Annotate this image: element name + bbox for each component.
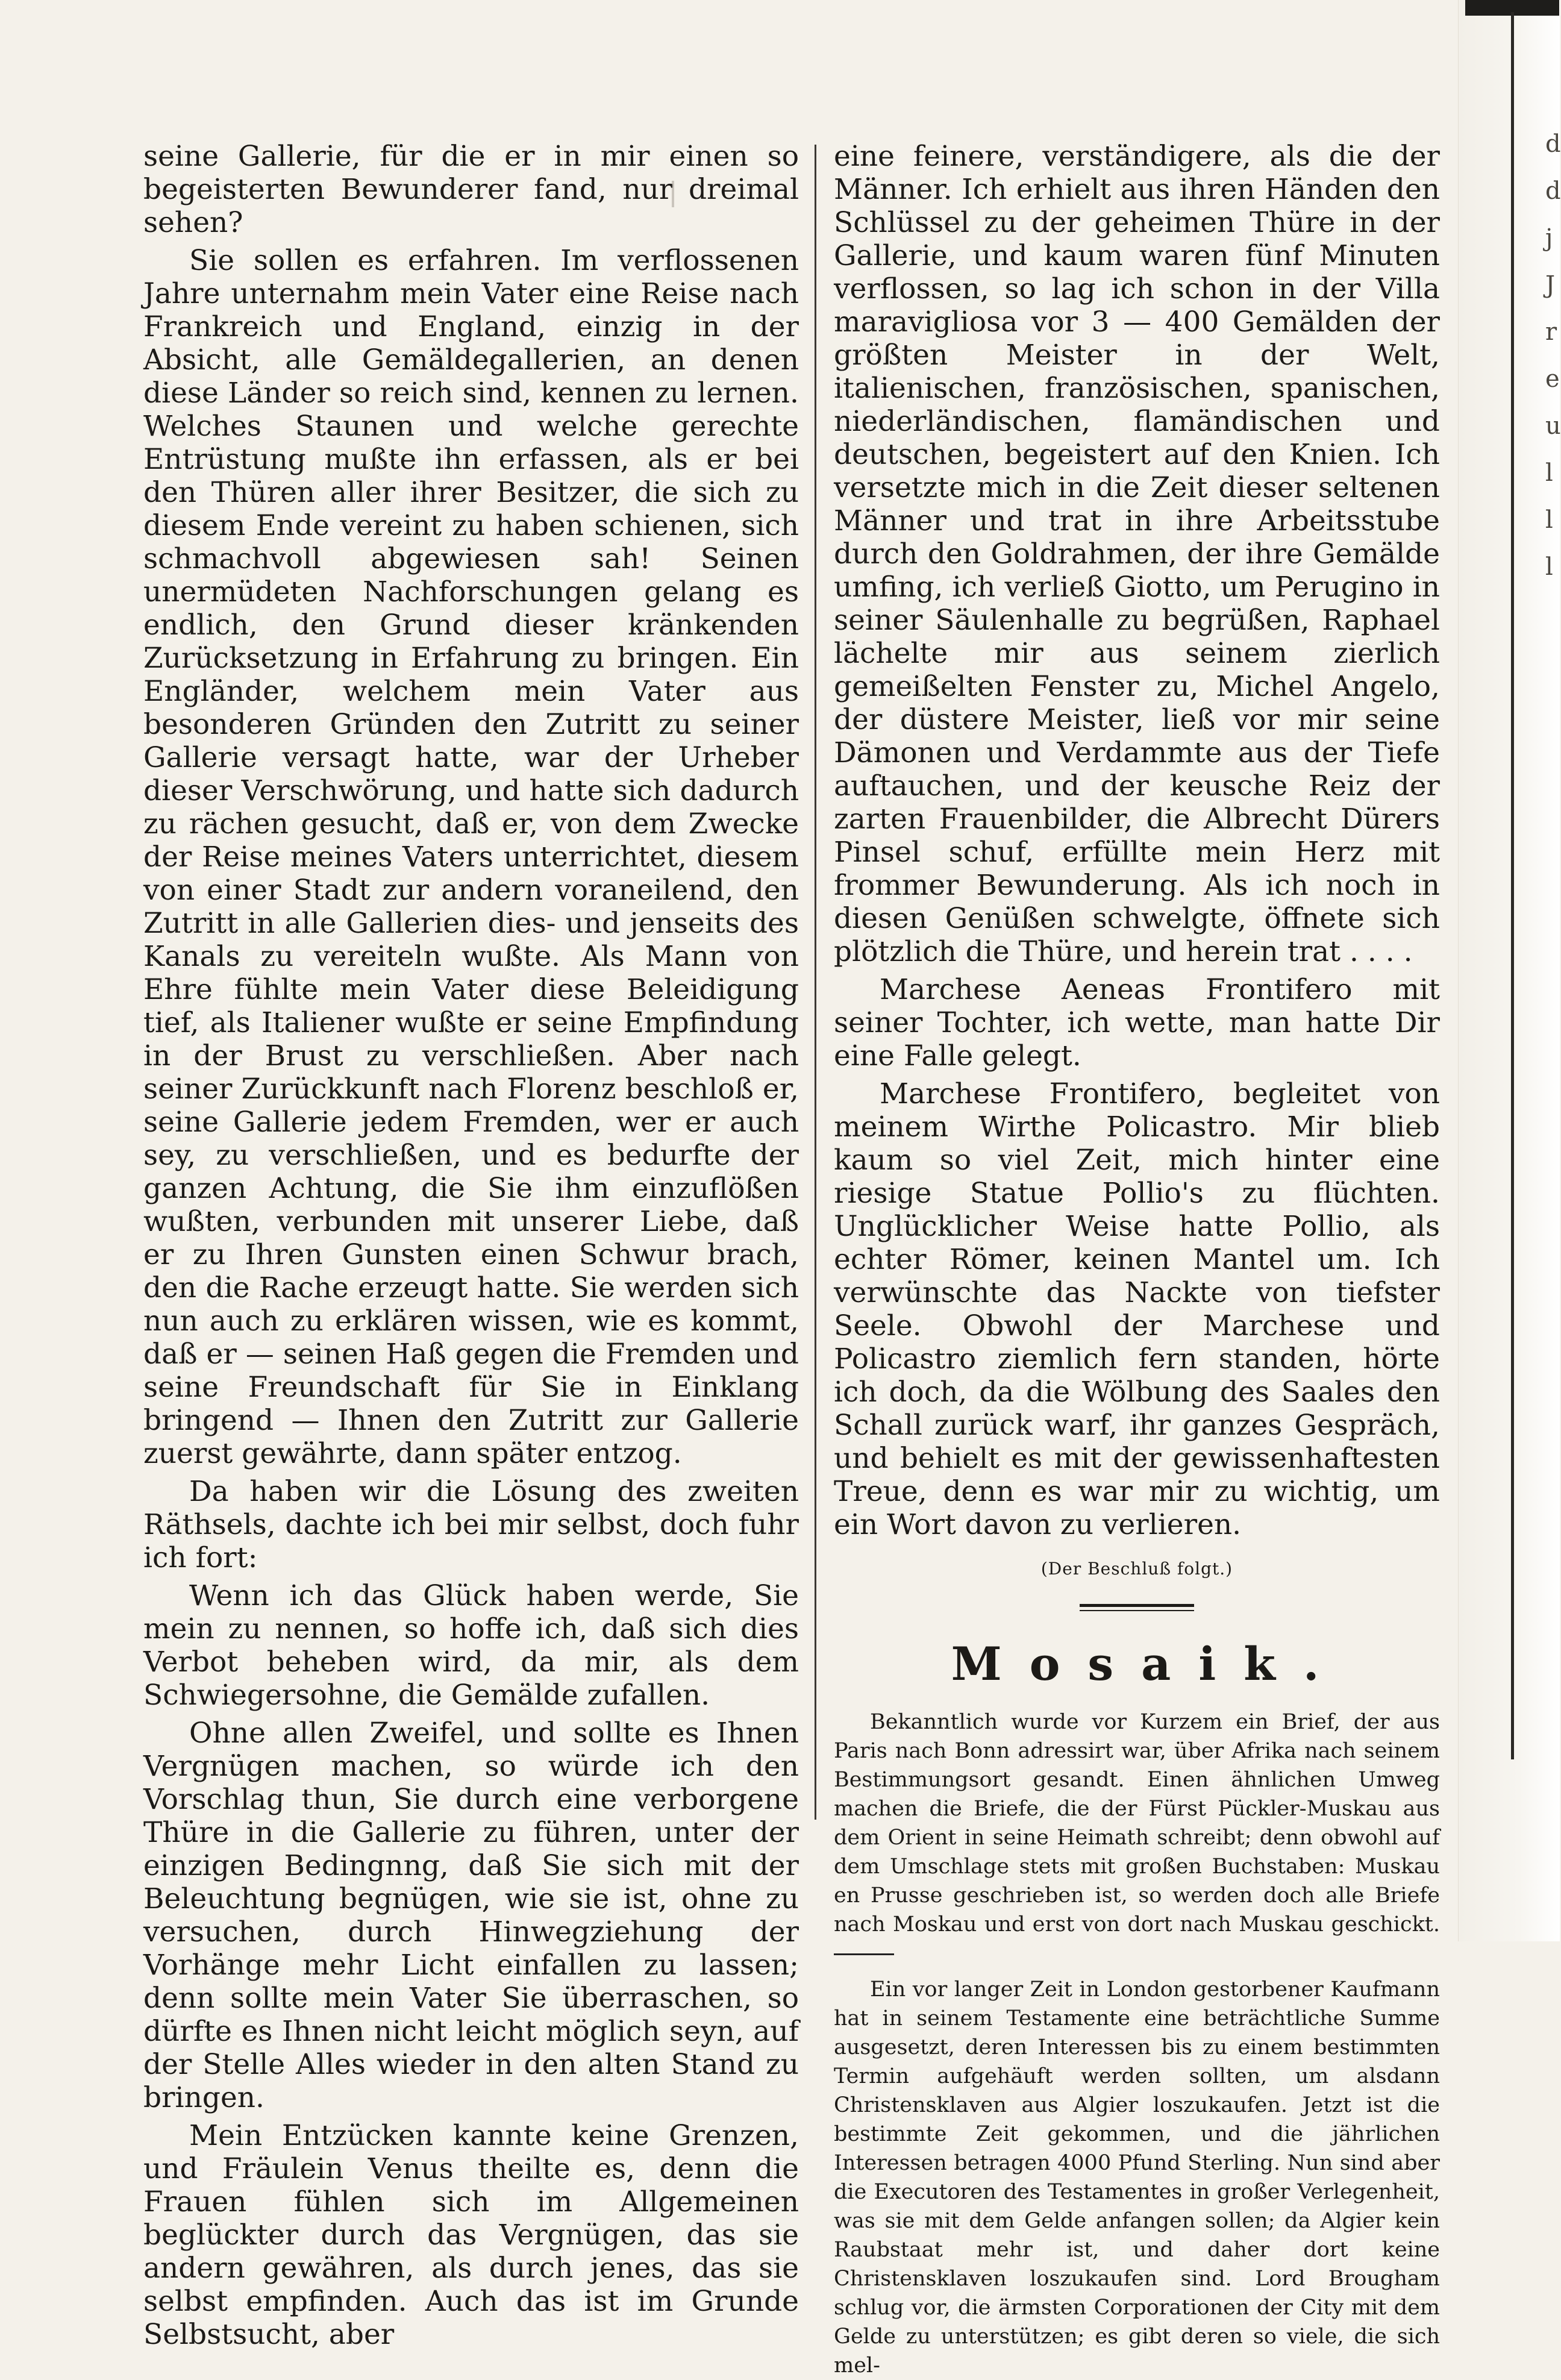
- paragraph: Marchese Aeneas Frontifero mit seiner Tochter, ich wette, man hatte Dir eine Falle gelegt.: [834, 973, 1440, 1073]
- right-column: [834, 140, 1440, 2378]
- bleed-fragment: e: [1545, 365, 1560, 393]
- spine-rule: [1511, 12, 1514, 1759]
- page-edge-strip: [1458, 0, 1560, 1941]
- dash-rule: [834, 1953, 894, 1955]
- bleed-fragment: l: [1545, 506, 1553, 534]
- mosaik-item: [834, 1975, 1440, 2380]
- section-heading: Mosaik.: [951, 1637, 1347, 1691]
- bleed-fragment: d: [1545, 177, 1561, 205]
- bleed-fragment: l: [1545, 459, 1553, 487]
- paragraph: seine Gallerie, für die er in mir einen so begeisterten Bewunderer fand, nur dreimal sehen?: [143, 140, 799, 239]
- paragraph: Ohne allen Zweifel, und sollte es Ihnen Vergnügen machen, so würde ich den Vorschlag thun, Sie durch eine verborgene Thüre in die Gallerie zu führen, unter der einzigen Bedingnng, daß Sie sich mit der Beleuchtung begnügen, wie sie ist, ohne zu versuchen, durch Hinwegziehung der Vorhänge mehr Licht einfallen zu lassen; denn sollte mein Vater Sie überraschen, so dürfte es Ihnen nicht leicht möglich seyn, auf der Stelle Alles wieder in den alten Stand zu bringen.: [143, 1717, 799, 2114]
- scan-smudge: [672, 181, 674, 207]
- bleed-fragment: u: [1545, 412, 1561, 440]
- mosaik-item-text: Bekanntlich wurde vor Kurzem ein Brief, der aus Paris nach Bonn adressirt war, über Afrika nach seinem Bestimmungsort gesandt. Einen ähnlichen Umweg machen die Briefe, die der Fürst Pückler-Muskau aus dem Orient in seine Heimath schreibt; denn obwohl auf dem Umschlage stets mit großen Buchstaben: Muskau en Prusse geschrieben ist, so werden doch alle Briefe nach Moskau und erst von dort nach Muskau geschickt.: [834, 1710, 1440, 1937]
- paragraph: eine feinere, verständigere, als die der Männer. Ich erhielt aus ihren Händen den Schlüssel zu der geheimen Thüre in der Gallerie, und kaum waren fünf Minuten verflossen, so lag ich schon in der Villa maravigliosa vor 3 — 400 Gemälden der größten Meister in der Welt, italienischen, französischen, spanischen, niederländischen, flamändischen und deutschen, begeistert auf den Knien. Ich versetzte mich in die Zeit dieser seltenen Männer und trat in ihre Arbeitsstube durch den Goldrahmen, der ihre Gemälde umfing, ich verließ Giotto, um Perugino in seiner Säulenhalle zu begrüßen, Raphael lächelte mir aus seinem zierlich gemeißelten Fenster zu, Michel Angelo, der düstere Meister, ließ vor mir seine Dämonen und Verdammte aus der Tiefe auftauchen, und der keusche Reiz der zarten Frauenbilder, die Albrecht Dürers Pinsel schuf, erfüllte mein Herz mit frommer Bewunderung. Als ich noch in diesen Genüßen schwelgte, öffnete sich plötzlich die Thüre, und herein trat . . . .: [834, 140, 1440, 968]
- paragraph: Marchese Frontifero, begleitet von meinem Wirthe Policastro. Mir blieb kaum so viel Zeit, mich hinter eine riesige Statue Pollio's zu flüchten. Unglücklicher Weise hatte Pollio, als echter Römer, keinen Mantel um. Ich verwünschte das Nackte von tiefster Seele. Obwohl der Marchese und Policastro ziemlich fern standen, hörte ich doch, da die Wölbung des Saales den Schall zurück warf, ihr ganzes Gespräch, und behielt es mit der gewissenhaftesten Treue, denn es war mir zu wichtig, um ein Wort davon zu verlieren.: [834, 1077, 1440, 1541]
- bleed-fragment: l: [1545, 553, 1553, 581]
- mosaik-item: [834, 1708, 1440, 1968]
- section-divider: [1080, 1604, 1194, 1611]
- mosaik-items: [834, 1708, 1440, 2380]
- bleed-fragment: j: [1545, 224, 1553, 252]
- right-column-paragraphs: [834, 140, 1440, 1541]
- bleed-fragment: d: [1545, 130, 1561, 158]
- bleed-fragment: r: [1545, 318, 1557, 346]
- adjacent-page-bleed: [1545, 121, 1559, 590]
- paragraph: Wenn ich das Glück haben werde, Sie mein zu nennen, so hoffe ich, daß sich dies Verbot beheben wird, da mir, als dem Schwiegersohne, die Gemälde zufallen.: [143, 1579, 799, 1712]
- paragraph: Da haben wir die Lösung des zweiten Räthsels, dachte ich bei mir selbst, doch fuhr ich fort:: [143, 1475, 799, 1574]
- paragraph: Sie sollen es erfahren. Im verflossenen Jahre unternahm mein Vater eine Reise nach Frankreich und England, einzig in der Absicht, alle Gemäldegallerien, an denen diese Länder so reich sind, kennen zu lernen. Welches Staunen und welche gerechte Entrüstung mußte ihn erfassen, als er bei den Thüren aller ihrer Besitzer, die sich zu diesem Ende vereint zu haben schienen, sich schmachvoll abgewiesen sah! Seinen unermüdeten Nachforschungen gelang es endlich, den Grund dieser kränkenden Zurücksetzung in Erfahrung zu bringen. Ein Engländer, welchem mein Vater aus besonderen Gründen den Zutritt zu seiner Gallerie versagt hatte, war der Urheber dieser Verschwörung, und hatte sich dadurch zu rächen gesucht, daß er, von dem Zwecke der Reise meines Vaters unterrichtet, diesem von einer Stadt zur andern voraneilend, den Zutritt in alle Gallerien dies- und jenseits des Kanals zu vereiteln wußte. Als Mann von Ehre fühlte mein Vater diese Beleidigung tief, als Italiener wußte er seine Empfindung in der Brust zu verschließen. Aber nach seiner Zurückkunft nach Florenz beschloß er, seine Gallerie jedem Fremden, wer er auch sey, zu verschließen, und es bedurfte der ganzen Achtung, die Sie ihm einzuflößen wußten, verbunden mit unserer Liebe, daß er zu Ihren Gunsten einen Schwur brach, den die Rache erzeugt hatte. Sie werden sich nun auch zu erklären wissen, wie es kommt, daß er — seinen Haß gegen die Fremden und seine Freundschaft für Sie in Einklang bringend — Ihnen den Zutritt zur Gallerie zuerst gewährte, dann später entzog.: [143, 244, 799, 1470]
- left-column: [143, 140, 799, 2351]
- bleed-fragment: J: [1545, 271, 1556, 299]
- mosaik-item-text: Ein vor langer Zeit in London gestorbener Kaufmann hat in seinem Testamente eine beträchtliche Summe ausgesetzt, deren Interessen bis zu einem bestimmten Termin aufgehäuft werden sollten, um alsdann Christensklaven aus Algier loszukaufen. Jetzt ist die bestimmte Zeit gekommen, und die jährlichen Interessen betragen 4000 Pfund Sterling. Nun sind aber die Executoren des Testamentes in großer Verlegenheit, was sie mit dem Gelde anfangen sollen; da Algier kein Raubstaat mehr ist, und daher dort keine Christensklaven loszukaufen sind. Lord Brougham schlug vor, die ärmsten Corporationen der City mit dem Gelde zu unterstützen; es gibt deren so viele, die sich mel-: [834, 1978, 1440, 2378]
- column-divider: [815, 145, 816, 1820]
- paragraph: Mein Entzücken kannte keine Grenzen, und Fräulein Venus theilte es, denn die Frauen fühlen sich im Allgemeinen beglückter durch das Vergnügen, das sie andern gewähren, als durch jenes, das sie selbst empfinden. Auch das ist im Grunde Selbstsucht, aber: [143, 2119, 799, 2351]
- continuation-note: (Der Beschluß folgt.): [1040, 1559, 1233, 1579]
